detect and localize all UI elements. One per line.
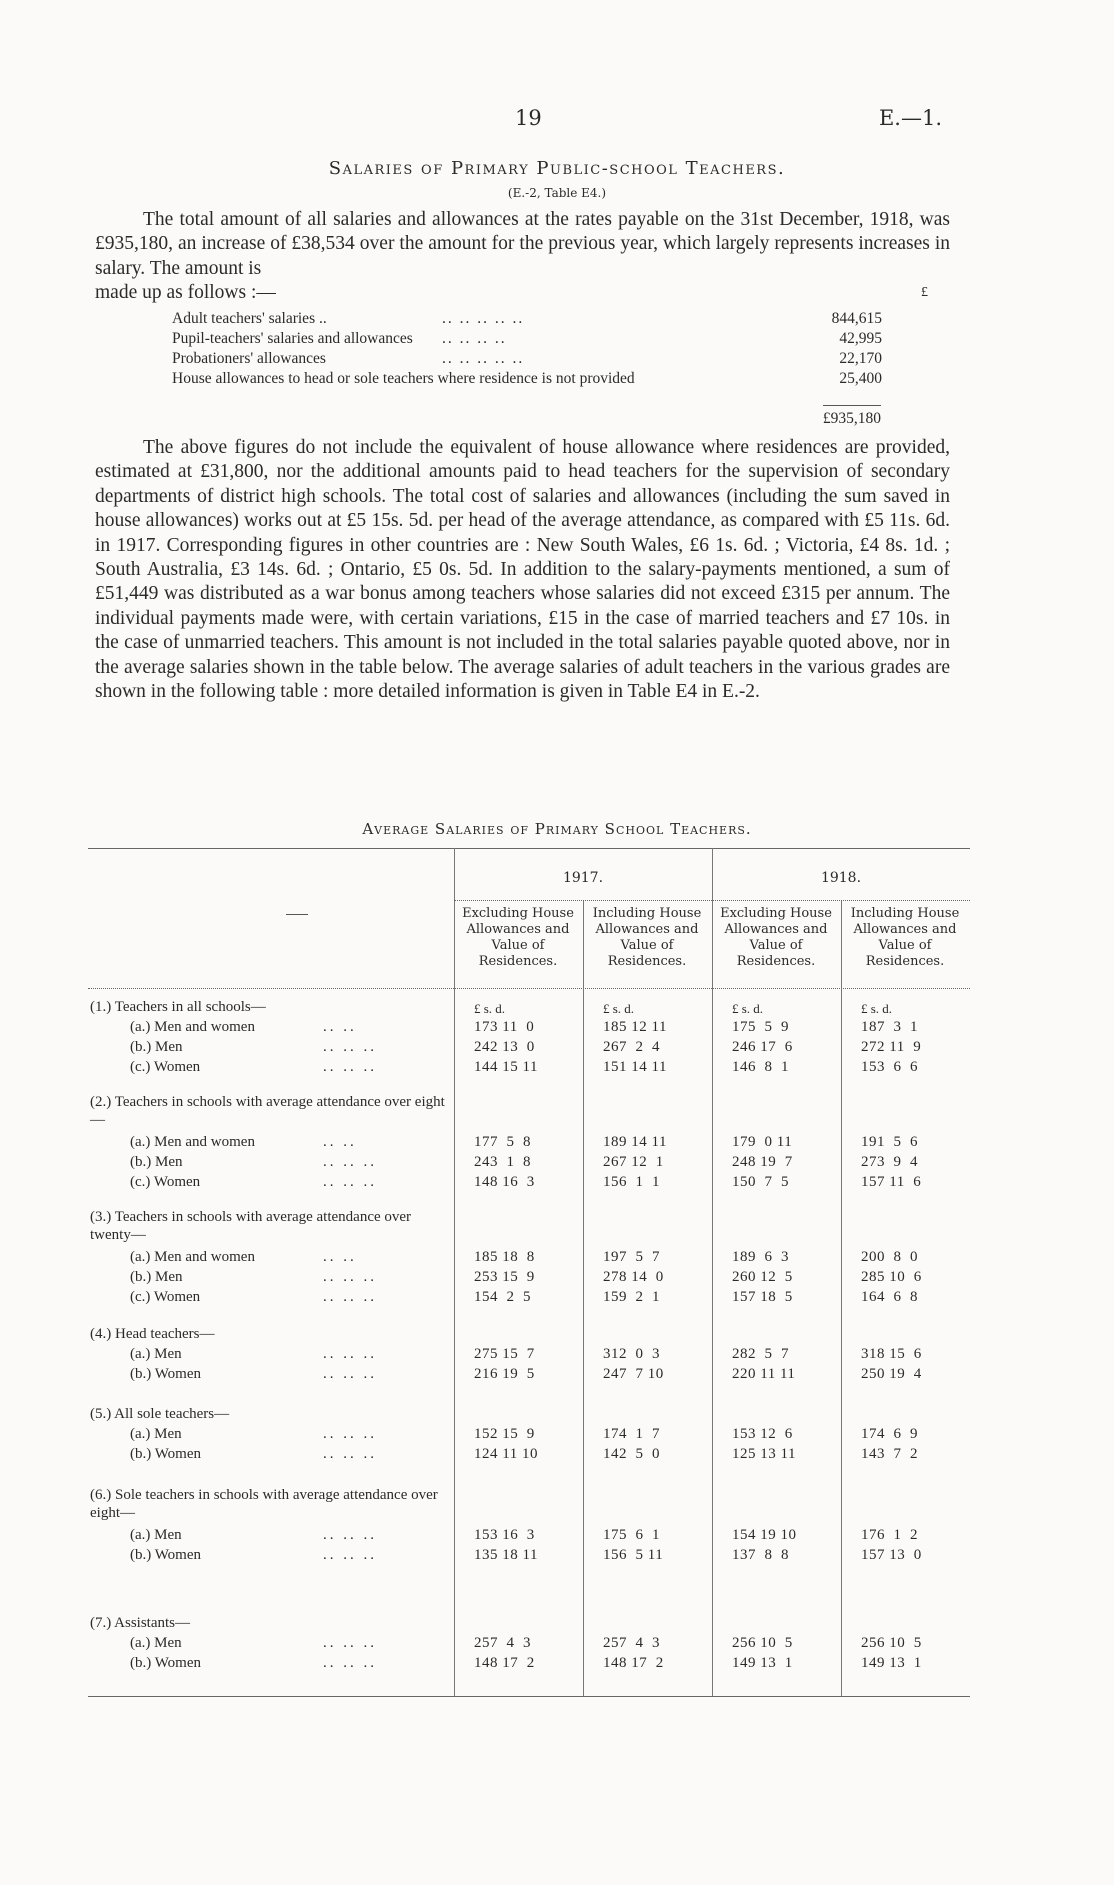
cell-1917-excl: 257 4 3 bbox=[474, 1635, 531, 1651]
cell-1918-excl: 153 12 6 bbox=[732, 1426, 793, 1442]
table-row bbox=[88, 1655, 970, 1675]
cell-1918-excl: 260 12 5 bbox=[732, 1269, 793, 1285]
cell-1918-incl: 157 11 6 bbox=[861, 1174, 922, 1190]
year-subrule bbox=[454, 900, 970, 901]
cell-1918-excl: 189 6 3 bbox=[732, 1249, 789, 1265]
table-row bbox=[88, 1366, 970, 1386]
cell-1918-incl: 191 5 6 bbox=[861, 1134, 918, 1150]
row-label: (b.) Men bbox=[130, 1154, 183, 1170]
table-row bbox=[88, 1547, 970, 1567]
table-row bbox=[88, 1635, 970, 1655]
row-label: (a.) Men and women bbox=[130, 1249, 255, 1265]
cell-1917-excl: 177 5 8 bbox=[474, 1134, 531, 1150]
breakdown-row bbox=[172, 330, 882, 350]
cell-1918-excl: 125 13 11 bbox=[732, 1446, 796, 1462]
cell-1918-incl: 176 1 2 bbox=[861, 1527, 918, 1543]
row-leader: .. .. .. bbox=[323, 1059, 377, 1075]
cell-1918-incl: 149 13 1 bbox=[861, 1655, 922, 1671]
table-header-rule bbox=[88, 988, 970, 989]
breakdown-total: £935,180 bbox=[822, 410, 881, 427]
breakdown-value: 25,400 bbox=[839, 370, 882, 387]
cell-1918-excl: 175 5 9 bbox=[732, 1019, 789, 1035]
cell-1918-incl: 285 10 6 bbox=[861, 1269, 922, 1285]
group-label: (6.) Sole teachers in schools with average attendance over eight— bbox=[90, 1487, 438, 1521]
cell-1917-incl: 197 5 7 bbox=[603, 1249, 660, 1265]
currency-head: £ s. d. bbox=[861, 1001, 893, 1016]
cell-1918-incl: 164 6 8 bbox=[861, 1289, 918, 1305]
cell-1918-incl: 174 6 9 bbox=[861, 1426, 918, 1442]
col-head-1918-excl: Excluding House Allowances and Value of Residences. bbox=[720, 906, 832, 969]
cell-1917-excl: 216 19 5 bbox=[474, 1366, 535, 1382]
cell-1918-incl: 143 7 2 bbox=[861, 1446, 918, 1462]
table-title: Average Salaries of Primary School Teachers. bbox=[362, 820, 752, 838]
row-label: (c.) Women bbox=[130, 1289, 201, 1305]
group-label: (7.) Assistants— bbox=[90, 1615, 191, 1631]
table-row bbox=[88, 1527, 970, 1547]
cell-1917-excl: 242 13 0 bbox=[474, 1039, 535, 1055]
group-label: (1.) Teachers in all schools— bbox=[90, 999, 266, 1015]
row-label: (a.) Men and women bbox=[130, 1134, 255, 1150]
row-leader: .. .. .. bbox=[323, 1446, 377, 1462]
cell-1918-incl: 200 8 0 bbox=[861, 1249, 918, 1265]
row-leader: .. .. .. bbox=[323, 1547, 377, 1563]
year-1918: 1918. bbox=[820, 870, 862, 886]
amount-currency-head: £ bbox=[921, 285, 928, 301]
cell-1918-excl: 157 18 5 bbox=[732, 1289, 793, 1305]
currency-head: £ s. d. bbox=[732, 1001, 764, 1016]
cell-1918-incl: 250 19 4 bbox=[861, 1366, 922, 1382]
cell-1917-incl: 267 12 1 bbox=[603, 1154, 664, 1170]
cell-1917-incl: 278 14 0 bbox=[603, 1269, 664, 1285]
row-label: (b.) Women bbox=[130, 1655, 202, 1671]
cell-1917-incl: 156 1 1 bbox=[603, 1174, 660, 1190]
cell-1917-incl: 175 6 1 bbox=[603, 1527, 660, 1543]
breakdown-label: Adult teachers' salaries .. bbox=[172, 310, 327, 327]
row-leader: .. .. .. bbox=[323, 1039, 377, 1055]
row-leader: .. .. bbox=[323, 1134, 357, 1150]
total-rule bbox=[823, 405, 881, 406]
row-label: (b.) Women bbox=[130, 1446, 202, 1462]
cell-1918-excl: 149 13 1 bbox=[732, 1655, 793, 1671]
page-number: 19 bbox=[515, 106, 542, 130]
row-label: (a.) Men bbox=[130, 1527, 182, 1543]
cell-1918-excl: 282 5 7 bbox=[732, 1346, 789, 1362]
row-leader: .. .. .. bbox=[323, 1426, 377, 1442]
cell-1917-excl: 243 1 8 bbox=[474, 1154, 531, 1170]
row-label: (a.) Men and women bbox=[130, 1019, 255, 1035]
body-paragraph-text: The above figures do not include the equivalent of house allowance where residences are provided, estimated at £31,800, nor the additional amounts paid to head teachers for the supervision of secondary departments of district high schools. The total cost of salaries and allowances (including the sum saved in house allowances) works out at £5 15s. 5d. per head of the average attendance, as compared with £5 11s. 6d. in 1917. Corresponding figures in other countries are : New South Wales, £6 1s. 6d. ; Victoria, £4 8s. 1d. ; South Australia, £3 14s. 6d. ; Ontario, £5 0s. 5d. In addition to the salary-payments mentioned, a sum of £51,449 was distributed as a war bonus among teachers whose salaries did not exceed £315 per annum. The individual payments made were, with certain variations, £15 in the case of married teachers and £7 10s. in the case of unmarried teachers. This amount is not included in the total salaries payable quoted above, nor in the average salaries shown in the table below. The average salaries of adult teachers in the various grades are shown in the following table : more detailed information is given in Table E4 in E.-2. bbox=[95, 437, 950, 703]
row-leader: .. .. .. bbox=[323, 1366, 377, 1382]
cell-1917-excl: 135 18 11 bbox=[474, 1547, 538, 1563]
breakdown-value: 844,615 bbox=[831, 310, 882, 327]
row-leader: .. .. .. bbox=[323, 1635, 377, 1651]
table-row bbox=[88, 1249, 970, 1269]
cell-1917-incl: 267 2 4 bbox=[603, 1039, 660, 1055]
row-label: (b.) Men bbox=[130, 1039, 183, 1055]
cell-1918-excl: 179 0 11 bbox=[732, 1134, 793, 1150]
group-label: (5.) All sole teachers— bbox=[90, 1406, 230, 1422]
row-leader: .. .. .. bbox=[323, 1269, 377, 1285]
group-label: (4.) Head teachers— bbox=[90, 1326, 215, 1342]
row-leader: .. .. .. bbox=[323, 1346, 377, 1362]
salary-table bbox=[88, 848, 970, 1698]
breakdown-value: 22,170 bbox=[839, 350, 882, 367]
breakdown-leader: .. .. .. .. bbox=[442, 330, 507, 347]
intro-paragraph bbox=[95, 208, 950, 306]
cell-1917-excl: 185 18 8 bbox=[474, 1249, 535, 1265]
cell-1918-incl: 157 13 0 bbox=[861, 1547, 922, 1563]
cell-1917-incl: 159 2 1 bbox=[603, 1289, 660, 1305]
cell-1917-incl: 257 4 3 bbox=[603, 1635, 660, 1651]
section-title: Salaries of Primary Public-school Teachers. bbox=[328, 158, 786, 179]
cell-1918-excl: 146 8 1 bbox=[732, 1059, 789, 1075]
breakdown-value: 42,995 bbox=[839, 330, 882, 347]
cell-1917-excl: 153 16 3 bbox=[474, 1527, 535, 1543]
table-top-rule bbox=[88, 848, 970, 849]
cell-1917-incl: 151 14 11 bbox=[603, 1059, 667, 1075]
cell-1917-excl: 124 11 10 bbox=[474, 1446, 538, 1462]
row-leader: .. .. .. bbox=[323, 1154, 377, 1170]
row-leader: .. .. bbox=[323, 1249, 357, 1265]
col-head-1917-incl: Including House Allowances and Value of Residences. bbox=[592, 906, 702, 969]
table-row bbox=[88, 1174, 970, 1194]
cell-1918-excl: 137 8 8 bbox=[732, 1547, 789, 1563]
table-row bbox=[88, 1426, 970, 1446]
intro-paragraph-last-line bbox=[95, 281, 950, 305]
cell-1917-incl: 247 7 10 bbox=[603, 1366, 664, 1382]
intro-paragraph-ending: made up as follows :— bbox=[95, 282, 276, 304]
cell-1917-incl: 142 5 0 bbox=[603, 1446, 660, 1462]
cell-1917-incl: 148 17 2 bbox=[603, 1655, 664, 1671]
breakdown-label: House allowances to head or sole teachers where residence is not provided bbox=[172, 370, 635, 387]
col-head-1918-incl: Including House Allowances and Value of Residences. bbox=[850, 906, 960, 969]
cell-1917-excl: 152 15 9 bbox=[474, 1426, 535, 1442]
cell-1918-incl: 273 9 4 bbox=[861, 1154, 918, 1170]
row-label: (b.) Men bbox=[130, 1269, 183, 1285]
row-leader: .. .. bbox=[323, 1019, 357, 1035]
table-row bbox=[88, 1019, 970, 1039]
table-row bbox=[88, 1154, 970, 1174]
stub-head-dash bbox=[286, 914, 308, 915]
cell-1917-excl: 173 11 0 bbox=[474, 1019, 535, 1035]
breakdown-label: Pupil-teachers' salaries and allowances bbox=[172, 330, 413, 347]
cell-1918-excl: 150 7 5 bbox=[732, 1174, 789, 1190]
intro-paragraph-text: The total amount of all salaries and allowances at the rates payable on the 31st December, 1918, was £935,180, an increase of £38,534 over the amount for the previous year, which largely represents increases in salary. The amount is bbox=[95, 209, 950, 279]
cell-1917-incl: 174 1 7 bbox=[603, 1426, 660, 1442]
cell-1917-incl: 312 0 3 bbox=[603, 1346, 660, 1362]
cell-1918-excl: 256 10 5 bbox=[732, 1635, 793, 1651]
row-label: (a.) Men bbox=[130, 1635, 182, 1651]
section-reference: (E.-2, Table E4.) bbox=[507, 186, 607, 200]
col-head-1917-excl: Excluding House Allowances and Value of Residences. bbox=[462, 906, 574, 969]
cell-1918-excl: 154 19 10 bbox=[732, 1527, 797, 1543]
row-leader: .. .. .. bbox=[323, 1289, 377, 1305]
page-header bbox=[0, 106, 1114, 134]
breakdown-leader: .. .. .. .. .. bbox=[442, 350, 525, 367]
group-label: (3.) Teachers in schools with average attendance over twenty— bbox=[90, 1209, 412, 1243]
table-row bbox=[88, 1289, 970, 1309]
cell-1917-excl: 154 2 5 bbox=[474, 1289, 531, 1305]
row-label: (a.) Men bbox=[130, 1346, 182, 1362]
table-row bbox=[88, 1269, 970, 1289]
cell-1917-incl: 185 12 11 bbox=[603, 1019, 667, 1035]
breakdown-leader: .. .. .. .. .. bbox=[442, 310, 525, 327]
breakdown-row bbox=[172, 310, 882, 330]
cell-1917-incl: 189 14 11 bbox=[603, 1134, 667, 1150]
row-label: (a.) Men bbox=[130, 1426, 182, 1442]
row-leader: .. .. .. bbox=[323, 1527, 377, 1543]
body-paragraph bbox=[95, 436, 950, 704]
group-label: (2.) Teachers in schools with average attendance over eight— bbox=[90, 1094, 445, 1128]
cell-1918-excl: 246 17 6 bbox=[732, 1039, 793, 1055]
cell-1918-incl: 318 15 6 bbox=[861, 1346, 922, 1362]
cell-1917-excl: 148 16 3 bbox=[474, 1174, 535, 1190]
cell-1918-excl: 220 11 11 bbox=[732, 1366, 796, 1382]
cell-1917-incl: 156 5 11 bbox=[603, 1547, 664, 1563]
year-1917: 1917. bbox=[562, 870, 604, 886]
breakdown-row bbox=[172, 350, 882, 370]
table-row bbox=[88, 1346, 970, 1366]
table-row bbox=[88, 1039, 970, 1059]
row-label: (b.) Women bbox=[130, 1547, 202, 1563]
row-leader: .. .. .. bbox=[323, 1655, 377, 1671]
cell-1918-incl: 153 6 6 bbox=[861, 1059, 918, 1075]
cell-1917-excl: 253 15 9 bbox=[474, 1269, 535, 1285]
currency-head: £ s. d. bbox=[603, 1001, 635, 1016]
row-label: (c.) Women bbox=[130, 1059, 201, 1075]
cell-1918-excl: 248 19 7 bbox=[732, 1154, 793, 1170]
document-reference: E.—1. bbox=[878, 106, 942, 130]
row-label: (b.) Women bbox=[130, 1366, 202, 1382]
cell-1918-incl: 272 11 9 bbox=[861, 1039, 922, 1055]
currency-head: £ s. d. bbox=[474, 1001, 506, 1016]
cell-1917-excl: 275 15 7 bbox=[474, 1346, 535, 1362]
cell-1918-incl: 256 10 5 bbox=[861, 1635, 922, 1651]
row-label: (c.) Women bbox=[130, 1174, 201, 1190]
row-leader: .. .. .. bbox=[323, 1174, 377, 1190]
breakdown-label: Probationers' allowances bbox=[172, 350, 326, 367]
table-row bbox=[88, 1446, 970, 1466]
cell-1918-incl: 187 3 1 bbox=[861, 1019, 918, 1035]
cell-1917-excl: 148 17 2 bbox=[474, 1655, 535, 1671]
breakdown-row bbox=[172, 370, 882, 390]
cell-1917-excl: 144 15 11 bbox=[474, 1059, 538, 1075]
table-row bbox=[88, 1134, 970, 1154]
table-bottom-rule bbox=[88, 1696, 970, 1697]
table-row bbox=[88, 1059, 970, 1079]
